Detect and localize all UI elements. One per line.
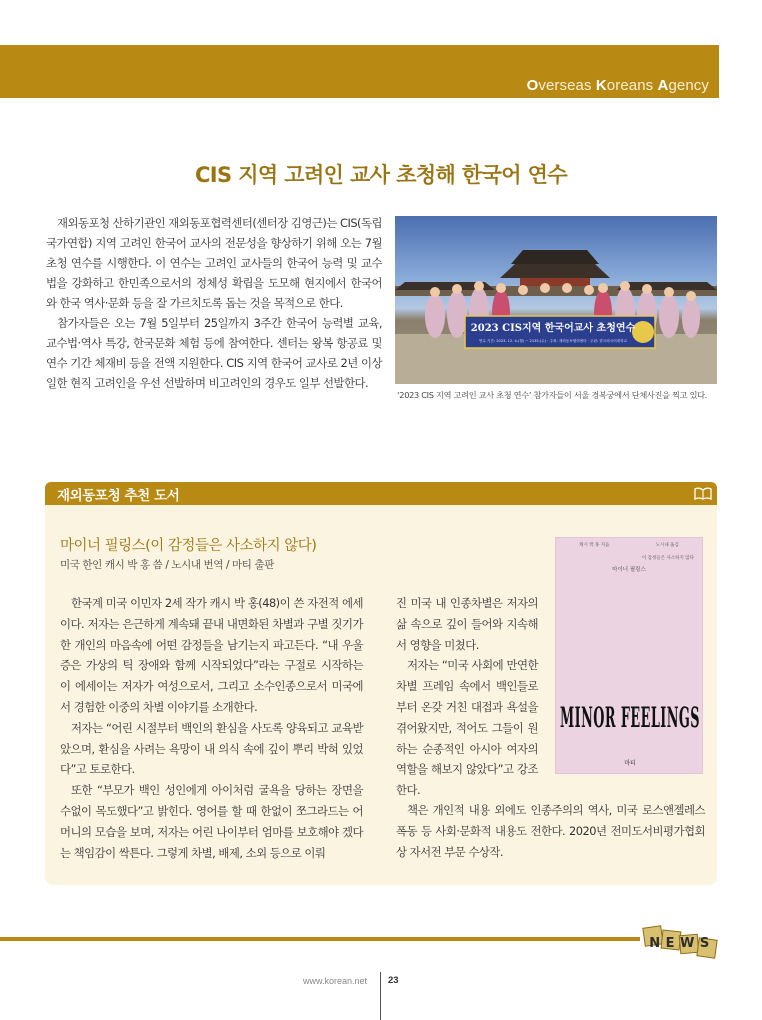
review-paragraph: 저자는 “어린 시절부터 백인의 환심을 사도록 양육되고 교육받았으며, 환심을 사려는 욕망이 내 의식 속에 깊이 뿌리 박혀 있었다”고 토로한다.	[60, 720, 363, 777]
photo-caption: ‘2023 CIS 지역 고려인 교사 초청 연수’ 참가자들이 서울 경복궁에서 단체사진을 찍고 있다.	[397, 390, 708, 400]
svg-text:MINOR FEELINGS: MINOR FEELINGS	[560, 701, 700, 734]
agency-name: Overseas Koreans Agency	[526, 77, 709, 94]
article-body	[46, 213, 382, 393]
book-review-column-1	[60, 593, 363, 863]
cover-title: 마이너 필링스	[612, 567, 646, 573]
review-paragraph: 책은 개인적 내용 외에도 인종주의의 역사, 미국 로스앤젤레스 폭동 등 사회·문화적 내용도 전한다. 2020년 전미도서비평가협회상 자서전 부문 수상작.	[396, 803, 705, 859]
news-badge	[642, 921, 722, 967]
review-paragraph: 또한 “부모가 백인 성인에게 아이처럼 굴욕을 당하는 장면을 수없이 목도했다”고 밝힌다. 영어를 할 때 한없이 쪼그라드는 어머니의 모습을 보며, 저자는 어린 나이부터 엄마를 보호해야 겠다는 책임감이 싹튼다. 그렇게 차별, 배제, 소외 등으로 이뤄	[60, 783, 363, 860]
book-review-column-3	[396, 800, 705, 862]
cover-artwork	[556, 693, 703, 774]
book-cover	[555, 537, 703, 774]
svg-text:마티: 마티	[624, 760, 636, 767]
book-review-column-2	[396, 593, 538, 801]
cover-author: 캐시 박 홍 지음	[579, 543, 610, 548]
group-photo	[395, 216, 717, 384]
cover-translator: 노시내 옮김	[655, 543, 679, 548]
section-title: 재외동포청 추천 도서	[57, 488, 180, 504]
header-band	[0, 45, 719, 98]
footer-site: www.korean.net	[303, 976, 368, 986]
review-paragraph: 한국계 미국 이민자 2세 작가 캐시 박 홍(48)이 쓴 자전적 에세이다. 저자는 은근하게 계속돼 끝내 내면화된 차별과 구별 짓기가 한 개인의 마음속에 어떤 감정들을 남기는지 파고든다. “내 우울증은 가상의 틱 장애와 함께 시작되었다”라는 구절로 시작하는 이 에세이는 저자가 여성으로서, 그리고 소수인종으로서 미국에서 경험한 이중의 차별 이야기를 소개한다.	[60, 596, 363, 714]
book-title: 마이너 필링스(이 감정들은 사소하지 않다)	[60, 538, 317, 554]
page-number: 23	[388, 975, 399, 986]
svg-text:연수 기간: 2023. 12. 4.(월) ~ 2135.: 연수 기간: 2023. 12. 4.(월) ~ 2135.(수) · 주최: 재외동포협력센터 · 주관: 한국외국어대학교	[478, 339, 628, 343]
cover-credits	[556, 542, 702, 548]
cover-subtitle: 이 감정들은 사소하지 않다	[641, 556, 694, 561]
svg-text:2023 CIS지역 한국어교사 초청연수: 2023 CIS지역 한국어교사 초청연수	[470, 323, 636, 334]
article-paragraph: 참가자들은 오는 7월 5일부터 25일까지 3주간 한국어 능력별 교육, 교수법·역사 특강, 한국문화 체험 등에 참여한다. 센터는 왕복 항공료 및 연수 기간 체재비 등을 전액 지원한다. CIS 지역 한국어 교사로 2년 이상 일한 현직 고려인을 우선 선발하며 비고려인의 경우도 일부 선발한다.	[46, 316, 382, 390]
book-open-icon	[694, 486, 712, 505]
book-meta: 미국 한인 캐시 박 홍 씀 / 노시내 번역 / 마티 출판	[60, 559, 274, 571]
footer-divider	[380, 972, 381, 1020]
review-paragraph: 진 미국 내 인종차별은 저자의 삶 속으로 깊이 들어와 지속해서 영향을 미쳤다.	[396, 596, 538, 652]
svg-text:NEWS: NEWS	[649, 936, 715, 951]
article-headline: CIS 지역 고려인 교사 초청해 한국어 연수	[194, 163, 568, 187]
article-paragraph: 재외동포청 산하기관인 재외동포협력센터(센터장 김영근)는 CIS(독립국가연합) 지역 고려인 한국어 교사의 전문성을 향상하기 위해 오는 7월 초청 연수를 시행한다. 이 연수는 고려인 교사들의 한국어 능력 및 교수법을 강화하고 한민족으로서의 정체성 확립을 도모해 현지에서 한국어와 한국 역사·문화 등을 잘 가르치도록 돕는 것을 목적으로 한다.	[46, 216, 382, 310]
recommended-books-header	[45, 482, 717, 505]
review-paragraph: 저자는 “미국 사회에 만연한 차별 프레임 속에서 백인들로부터 온갖 거친 대접과 욕설을 겪어왔지만, 적어도 그들이 원하는 순종적인 아시아 여자의 역할을 해보지 않았다”고 강조한다.	[396, 658, 538, 798]
footer-line	[0, 937, 640, 941]
